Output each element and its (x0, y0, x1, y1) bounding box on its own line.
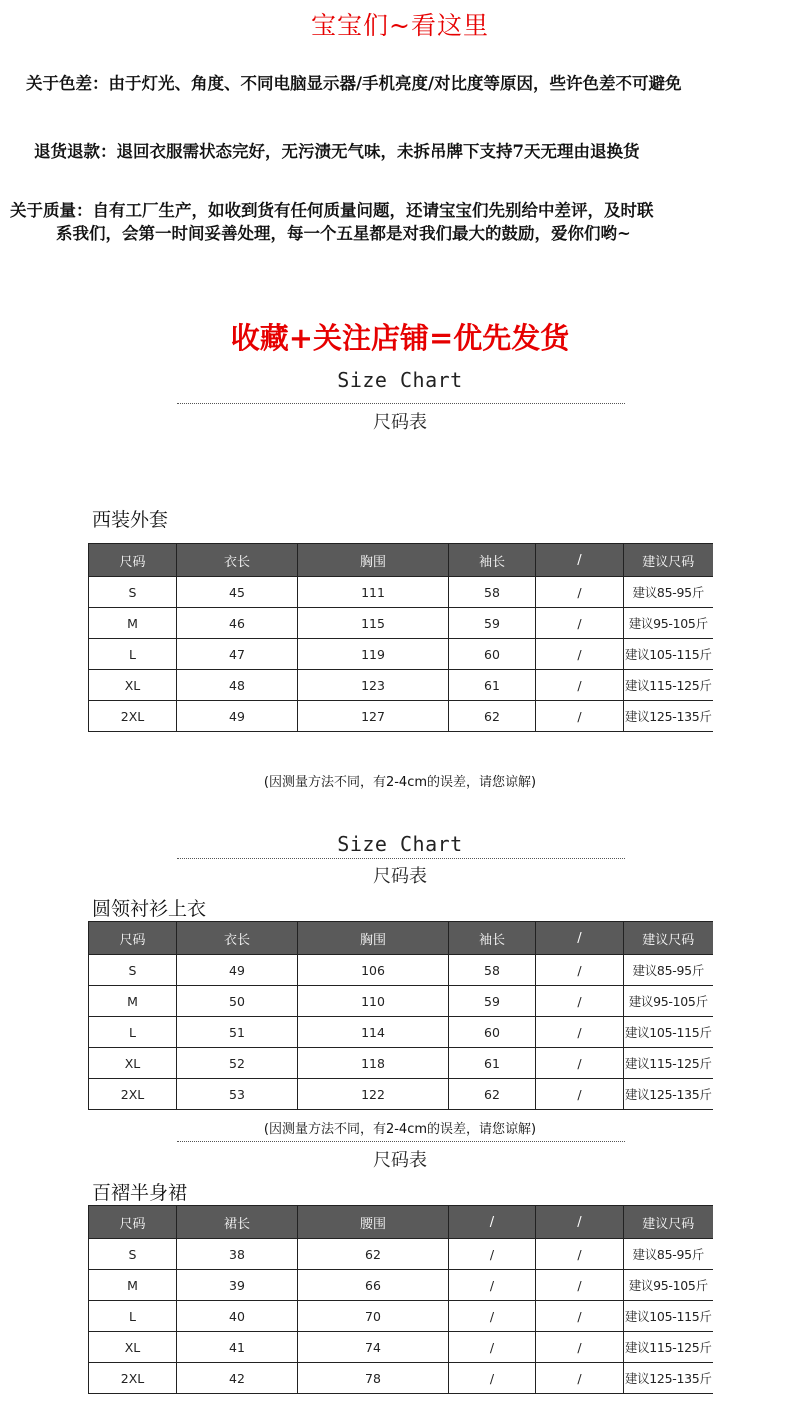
table-row (89, 986, 713, 1017)
table-cell: 45 (177, 577, 298, 608)
table-cell: 建议115-125斤 (624, 670, 713, 701)
table-cell: 建议85-95斤 (624, 1239, 713, 1270)
size-table-blazer (88, 543, 713, 732)
table-cell: 61 (449, 1048, 536, 1079)
table-row (89, 1048, 713, 1079)
table-cell: / (536, 670, 624, 701)
table-cell: 建议125-135斤 (624, 1363, 713, 1394)
table-cell: 2XL (89, 1079, 177, 1110)
table-cell: XL (89, 670, 177, 701)
table-cell: / (536, 1079, 624, 1110)
table-row (89, 639, 713, 670)
table-cell: S (89, 1239, 177, 1270)
table-header-row (89, 1206, 713, 1239)
column-header: / (536, 544, 624, 577)
table-row (89, 1079, 713, 1110)
table-cell: 38 (177, 1239, 298, 1270)
table-cell: 119 (298, 639, 449, 670)
follow-store-slogan: 收藏+关注店铺=优先发货 (230, 321, 570, 355)
table-cell: / (449, 1270, 536, 1301)
table-cell: 51 (177, 1017, 298, 1048)
table-cell: 118 (298, 1048, 449, 1079)
column-header: 建议尺码 (624, 1206, 713, 1239)
table-cell: 114 (298, 1017, 449, 1048)
table-header-row (89, 922, 713, 955)
table-cell: / (536, 1332, 624, 1363)
table-title-blazer: 西装外套 (92, 509, 169, 531)
table-cell: / (536, 608, 624, 639)
table-cell: / (536, 1048, 624, 1079)
table-cell: 70 (298, 1301, 449, 1332)
table-cell: 39 (177, 1270, 298, 1301)
table-cell: 59 (449, 986, 536, 1017)
table-cell: M (89, 608, 177, 639)
table-cell: XL (89, 1048, 177, 1079)
table-cell: / (536, 1270, 624, 1301)
table-cell: 建议115-125斤 (624, 1048, 713, 1079)
quality-notice-line1: 关于质量：自有工厂生产，如收到货有任何质量问题，还请宝宝们先别给中差评，及时联 (10, 201, 654, 220)
table-cell: 115 (298, 608, 449, 639)
table-header-row (89, 544, 713, 577)
quality-notice-line2: 系我们，会第一时间妥善处理，每一个五星都是对我们最大的鼓励，爱你们哟~ (56, 224, 631, 243)
column-header: 胸围 (298, 922, 449, 955)
table-cell: L (89, 1017, 177, 1048)
column-header: 尺码 (89, 544, 177, 577)
column-header: 尺码 (89, 922, 177, 955)
table-cell: 46 (177, 608, 298, 639)
table-cell: 58 (449, 577, 536, 608)
table-cell: 49 (177, 701, 298, 732)
table-cell: XL (89, 1332, 177, 1363)
table-cell: 127 (298, 701, 449, 732)
table-cell: / (449, 1363, 536, 1394)
size-table-shirt (88, 921, 713, 1110)
table-cell: S (89, 955, 177, 986)
table-row (89, 955, 713, 986)
table-cell: 49 (177, 955, 298, 986)
column-header: 裙长 (177, 1206, 298, 1239)
table-cell: / (536, 639, 624, 670)
table-cell: 建议95-105斤 (624, 608, 713, 639)
table-cell: 2XL (89, 1363, 177, 1394)
table-cell: 建议105-115斤 (624, 639, 713, 670)
table-cell: 建议115-125斤 (624, 1332, 713, 1363)
table-cell: / (536, 1363, 624, 1394)
table-row (89, 608, 713, 639)
table-cell: 建议85-95斤 (624, 577, 713, 608)
table-cell: / (536, 577, 624, 608)
table-cell: 48 (177, 670, 298, 701)
column-header: 建议尺码 (624, 544, 713, 577)
table-cell: 建议105-115斤 (624, 1301, 713, 1332)
table-cell: 66 (298, 1270, 449, 1301)
table-cell: / (536, 986, 624, 1017)
table-cell: 60 (449, 1017, 536, 1048)
table-title-skirt: 百褶半身裙 (92, 1182, 188, 1204)
table-row (89, 1270, 713, 1301)
table-cell: / (536, 701, 624, 732)
size-chart-title: Size Chart (337, 832, 463, 856)
measurement-note: (因测量方法不同，有2-4cm的误差，请您谅解) (263, 775, 537, 790)
column-header: 腰围 (298, 1206, 449, 1239)
table-cell: 110 (298, 986, 449, 1017)
column-header: / (536, 922, 624, 955)
table-cell: 建议95-105斤 (624, 986, 713, 1017)
table-cell: M (89, 1270, 177, 1301)
table-cell: 42 (177, 1363, 298, 1394)
table-row (89, 1017, 713, 1048)
dotted-divider (177, 858, 625, 859)
table-cell: / (449, 1301, 536, 1332)
table-cell: 59 (449, 608, 536, 639)
table-title-shirt: 圆领衬衫上衣 (92, 898, 207, 920)
table-cell: 41 (177, 1332, 298, 1363)
table-cell: 47 (177, 639, 298, 670)
column-header: / (449, 1206, 536, 1239)
size-chart-subtitle: 尺码表 (373, 1150, 427, 1171)
table-cell: 建议85-95斤 (624, 955, 713, 986)
column-header: 尺码 (89, 1206, 177, 1239)
column-header: 建议尺码 (624, 922, 713, 955)
table-cell: / (536, 1301, 624, 1332)
size-table-skirt (88, 1205, 713, 1394)
table-cell: 52 (177, 1048, 298, 1079)
size-chart-subtitle: 尺码表 (373, 866, 427, 887)
column-header: 袖长 (449, 922, 536, 955)
table-cell: M (89, 986, 177, 1017)
table-cell: / (536, 1017, 624, 1048)
table-cell: 2XL (89, 701, 177, 732)
table-cell: 建议105-115斤 (624, 1017, 713, 1048)
table-cell: S (89, 577, 177, 608)
table-cell: L (89, 639, 177, 670)
size-chart-title: Size Chart (337, 368, 463, 392)
column-header: 衣长 (177, 544, 298, 577)
column-header: / (536, 1206, 624, 1239)
table-row (89, 701, 713, 732)
size-chart-subtitle: 尺码表 (373, 412, 427, 433)
table-cell: 62 (298, 1239, 449, 1270)
table-cell: 50 (177, 986, 298, 1017)
color-difference-notice: 关于色差：由于灯光、角度、不同电脑显示器/手机亮度/对比度等原因，些许色差不可避免 (26, 74, 682, 93)
table-row (89, 1239, 713, 1270)
table-cell: 122 (298, 1079, 449, 1110)
dotted-divider (177, 1141, 625, 1142)
measurement-note: (因测量方法不同，有2-4cm的误差，请您谅解) (263, 1122, 537, 1137)
column-header: 衣长 (177, 922, 298, 955)
table-cell: 123 (298, 670, 449, 701)
column-header: 袖长 (449, 544, 536, 577)
table-cell: 58 (449, 955, 536, 986)
table-cell: 111 (298, 577, 449, 608)
table-cell: 建议95-105斤 (624, 1270, 713, 1301)
table-cell: / (449, 1332, 536, 1363)
returns-notice: 退货退款：退回衣服需状态完好，无污渍无气味，未拆吊牌下支持7天无理由退换货 (34, 142, 640, 161)
table-cell: 建议125-135斤 (624, 1079, 713, 1110)
column-header: 胸围 (298, 544, 449, 577)
notice-title: 宝宝们~看这里 (311, 11, 489, 40)
table-cell: 60 (449, 639, 536, 670)
table-cell: 74 (298, 1332, 449, 1363)
table-row (89, 1363, 713, 1394)
table-cell: 40 (177, 1301, 298, 1332)
table-cell: 62 (449, 701, 536, 732)
table-cell: / (449, 1239, 536, 1270)
table-cell: 78 (298, 1363, 449, 1394)
table-cell: 建议125-135斤 (624, 701, 713, 732)
table-cell: 53 (177, 1079, 298, 1110)
table-cell: / (536, 1239, 624, 1270)
table-row (89, 1332, 713, 1363)
table-cell: / (536, 955, 624, 986)
table-cell: 61 (449, 670, 536, 701)
table-cell: 106 (298, 955, 449, 986)
table-cell: L (89, 1301, 177, 1332)
table-row (89, 577, 713, 608)
table-row (89, 670, 713, 701)
table-row (89, 1301, 713, 1332)
table-cell: 62 (449, 1079, 536, 1110)
dotted-divider (177, 403, 625, 404)
